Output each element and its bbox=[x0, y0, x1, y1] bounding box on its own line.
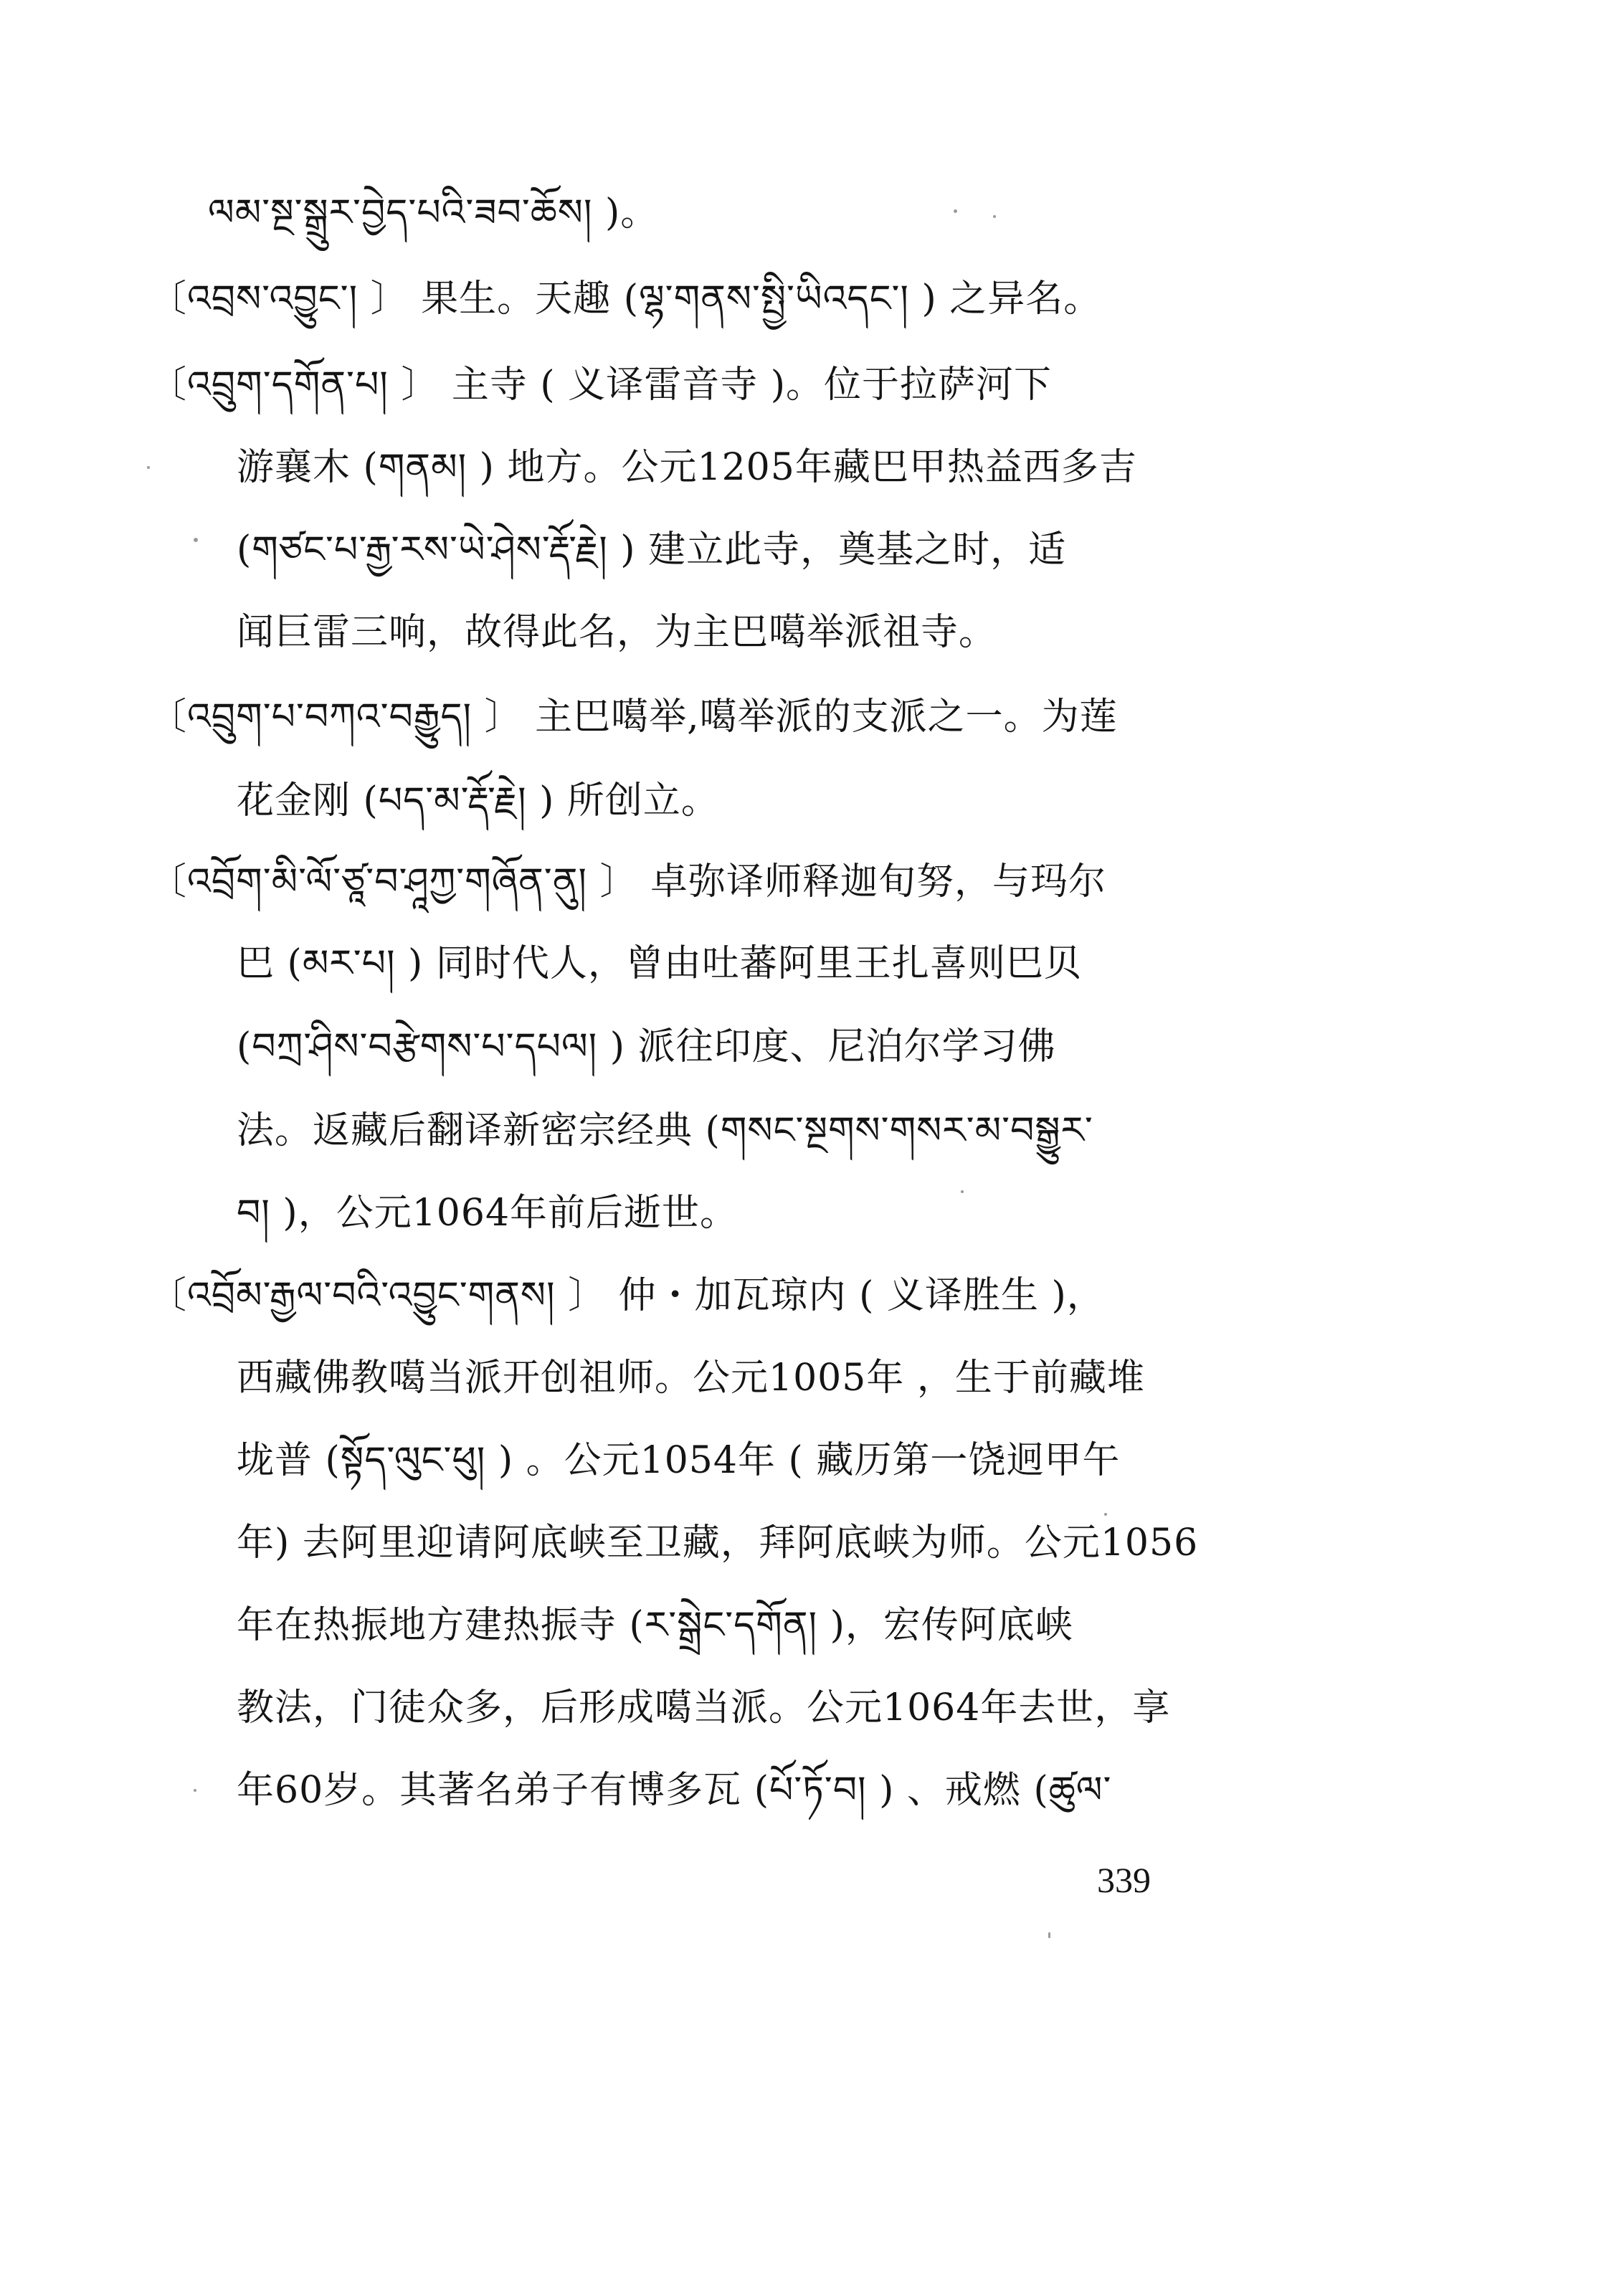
text-line: 法。返藏后翻译新密宗经典 (གསང་སྔགས་གསར་མ་བསྒྱུར་ bbox=[237, 1109, 1093, 1152]
scan-speck bbox=[194, 1789, 196, 1792]
text-line: 年在热振地方建热振寺 (ར་སྒྲེང་དགོན། )，宏传阿底峡 bbox=[237, 1604, 1073, 1647]
text-line: 教法，门徒众多，后形成噶当派。公元1064年去世，享 bbox=[237, 1686, 1171, 1729]
text-line: 花金刚 (པད་མ་རྡོ་རྗེ། ) 所创立。 bbox=[237, 779, 719, 822]
scan-speck bbox=[954, 209, 957, 213]
text-line: 西藏佛教噶当派开创祖师。公元1005年 ，生于前藏堆 bbox=[237, 1357, 1145, 1400]
text-line: (བཀྲ་ཤིས་བརྩེགས་པ་དཔལ། ) 派往印度、尼泊尔学习佛 bbox=[237, 1025, 1056, 1068]
text-line: (གཙང་པ་རྒྱ་རས་ཡེ་ཤེས་རྡོ་རྗེ། ) 建立此寺，奠基之时，适 bbox=[237, 528, 1067, 571]
text-line: 游襄木 (གནམ། ) 地方。公元1205年藏巴甲热益西多吉 bbox=[237, 446, 1137, 489]
entry-line: 〔འབྲོག་མི་ལོ་ཙཱ་བ་ཤཱཀྱ་གཞོན་ནུ། 〕 卓弥译师释迦旬努，与玛尔 bbox=[149, 860, 1107, 903]
scan-speck bbox=[1104, 1513, 1107, 1516]
scan-speck bbox=[1048, 1932, 1050, 1938]
text-line: 年) 去阿里迎请阿底峡至卫藏，拜阿底峡为师。公元1056 bbox=[237, 1521, 1199, 1565]
text-line: 年60岁。其著名弟子有博多瓦 (པོ་ཏོ་བ། ) 、戒燃 (ཚུལ་ bbox=[237, 1769, 1112, 1812]
text-line: 闻巨雷三响，故得此名，为主巴噶举派祖寺。 bbox=[237, 611, 997, 654]
entry-line: 〔འབྲུག་དགོན་པ། 〕 主寺 ( 义译雷音寺 )。位于拉萨河下 bbox=[149, 364, 1053, 407]
scan-speck bbox=[147, 466, 150, 469]
text-line: ལམ་སྔ་སྒྲུར་བྱེད་པའི་ཟབ་ཆོས། )。 bbox=[208, 191, 659, 234]
scan-speck bbox=[194, 538, 198, 542]
scan-speck bbox=[993, 215, 996, 218]
entry-line: 〔འབྲུག་པ་བཀའ་བརྒྱུད། 〕 主巴噶举,噶举派的支派之一。为莲 bbox=[149, 696, 1118, 739]
text-line: 垅普 (སྟོད་ལུང་ཕུ། ) 。公元1054年 ( 藏历第一饶迥甲午 bbox=[237, 1439, 1121, 1482]
text-line: བ། )，公元1064年前后逝世。 bbox=[237, 1192, 739, 1235]
page-number: 339 bbox=[1097, 1860, 1151, 1900]
text-line: 巴 (མར་པ། ) 同时代人，曾由吐蕃阿里王扎喜则巴贝 bbox=[237, 942, 1082, 985]
entry-line: 〔འབྲོམ་རྒྱལ་བའི་འབྱུང་གནས། 〕 仲・加瓦琼内 ( 义译胜生 )， bbox=[149, 1274, 1105, 1317]
entry-line: 〔འབྲས་འབྱུང་། 〕 果生。天趣 (ལྷ་གནས་སྤྱི་ཡིའདང་། ) 之异名。 bbox=[149, 277, 1102, 321]
scan-speck bbox=[961, 1190, 964, 1193]
